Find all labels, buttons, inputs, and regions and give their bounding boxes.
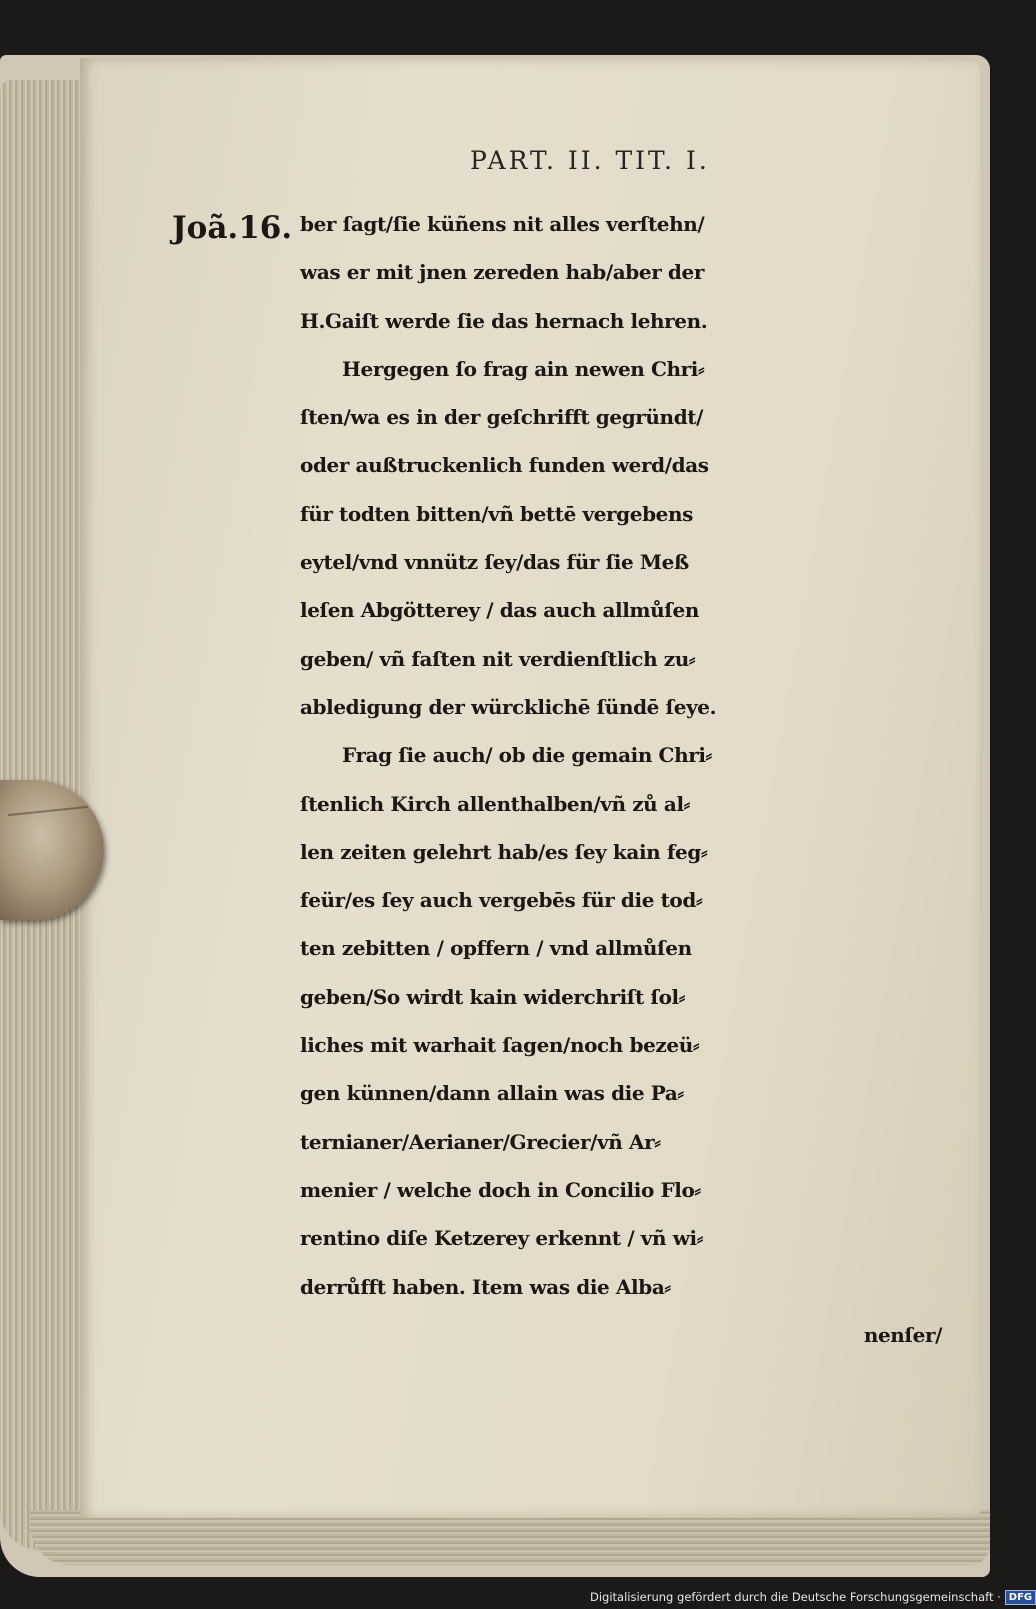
text-line: ten zebitten / opffern / vnd allmůſen — [300, 936, 692, 961]
catchword: nenſer/ — [863, 1322, 942, 1347]
text-line: geben/So wirdt kain widerchriſt ſol⸗ — [300, 984, 685, 1009]
dfg-logo: DFG — [1005, 1590, 1036, 1605]
marginal-note: Joã.16. — [172, 210, 293, 246]
text-line: Frag ſie auch/ ob die gemain Chri⸗ — [342, 743, 712, 768]
text-line: leſen Abgötterey / das auch allmůſen — [300, 598, 699, 623]
text-line: was er mit jnen zereden hab/aber der — [300, 260, 704, 285]
text-line: liches mit warhait ſagen/noch bezeü⸗ — [300, 1033, 700, 1058]
running-header: PART. II. TIT. I. — [470, 146, 710, 175]
text-line: feür/es ſey auch vergebēs für die tod⸗ — [300, 888, 703, 913]
text-line: Hergegen ſo frag ain newen Chri⸗ — [342, 356, 705, 381]
text-line: menier / welche doch in Concilio Flo⸗ — [300, 1177, 701, 1202]
text-line: abledigung der würcklichē ſündē ſeye. — [300, 694, 717, 719]
footer-credit — [590, 1587, 1036, 1607]
text-line: rentino diſe Ketzerey erkennt / vñ wi⸗ — [300, 1226, 703, 1251]
text-line: geben/ vñ faſten nit verdienſtlich zu⸗ — [300, 646, 696, 671]
text-line: len zeiten gelehrt hab/es ſey kain feg⸗ — [300, 839, 708, 864]
text-line: derrůfft haben. Item was die Alba⸗ — [300, 1274, 671, 1299]
text-line: ternianer/Aerianer/Grecier/vñ Ar⸗ — [300, 1129, 661, 1154]
bottom-page-edges — [30, 1510, 990, 1565]
text-line: ſten/wa es in der geſchrifft gegründt/ — [300, 405, 704, 430]
footer-text: Digitalisierung gefördert durch die Deutsche Forschungsgemeinschaft · — [590, 1590, 1001, 1604]
text-line: gen künnen/dann allain was die Pa⸗ — [300, 1081, 684, 1106]
text-line: oder außtruckenlich funden werd/das — [300, 453, 709, 478]
text-line: eytel/vnd vnnütz ſey/das für ſie Meß — [300, 550, 689, 575]
clasp-crease — [8, 806, 88, 816]
body-text — [300, 200, 970, 1359]
text-line: für todten bitten/vñ bettē vergebens — [300, 501, 694, 526]
text-line: ſtenlich Kirch allenthalben/vñ zů al⸗ — [300, 791, 690, 816]
text-line: ber ſagt/ſie küñens nit alles verſtehn/ — [300, 212, 705, 236]
text-line: H.Gaiſt werde ſie das hernach lehren. — [300, 308, 708, 333]
